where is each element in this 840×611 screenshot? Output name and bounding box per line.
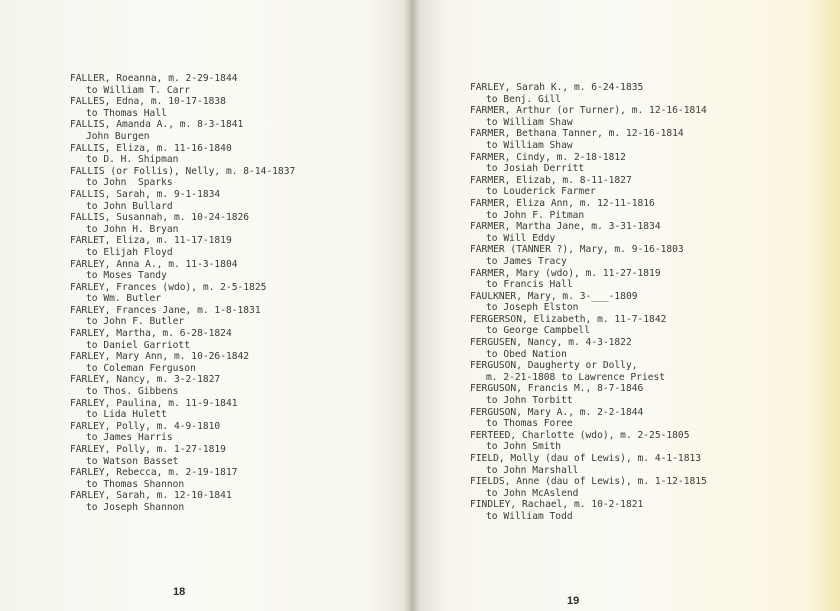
entry-bride-line: FARLEY, Frances (wdo), m. 2-5-1825: [70, 281, 267, 293]
entry-bride-line: FERGUSON, Mary A., m. 2-2-1844: [470, 406, 644, 418]
entry-bride-line: FERGUSON, Francis M., 8-7-1846: [470, 383, 644, 395]
entry-spouse-line: m. 2-21-1808 to Lawrence Priest: [486, 371, 666, 383]
entry-bride-line: FARMER, Arthur (or Turner), m. 12-16-1814: [470, 105, 707, 117]
entry-spouse-line: to Benj. Gill: [486, 93, 562, 105]
index-entry: [70, 421, 390, 444]
page-number-right: 19: [567, 595, 580, 607]
entry-bride-line: FARLEY, Paulina, m. 11-9-1841: [70, 397, 238, 409]
index-entry: [470, 198, 800, 221]
index-entry: [470, 476, 800, 499]
index-entry: [70, 119, 390, 142]
entry-spouse-line: to John F. Pitman: [486, 209, 585, 221]
entry-spouse-line: to John F. Butler: [86, 316, 185, 328]
entry-bride-line: FINDLEY, Rachael, m. 10-2-1821: [470, 499, 644, 511]
index-entry: [70, 305, 390, 328]
entry-bride-line: FALLES, Edna, m. 10-17-1838: [70, 96, 226, 108]
entry-bride-line: FALLIS, Sarah, m. 9-1-1834: [70, 188, 221, 200]
index-entry: [470, 314, 800, 337]
entry-bride-line: FARLEY, Frances Jane, m. 1-8-1831: [70, 304, 261, 316]
index-entry: [70, 444, 390, 467]
entry-bride-line: FALLIS, Eliza, m. 11-16-1840: [70, 142, 232, 154]
entry-bride-line: FARMER (TANNER ?), Mary, m. 9-16-1803: [470, 244, 684, 256]
entry-spouse-line: to Francis Hall: [486, 279, 573, 291]
entry-bride-line: FIELDS, Anne (dau of Lewis), m. 1-12-1815: [470, 476, 707, 488]
left-page: [0, 0, 412, 611]
index-entry: [470, 268, 800, 291]
entry-bride-line: FARMER, Cindy, m. 2-18-1812: [470, 151, 626, 163]
entry-spouse-line: to Moses Tandy: [86, 270, 167, 282]
entry-spouse-line: to Coleman Ferguson: [86, 362, 196, 374]
index-entry: [70, 374, 390, 397]
index-entry: [70, 328, 390, 351]
entry-bride-line: FALLIS (or Follis), Nelly, m. 8-14-1837: [70, 165, 296, 177]
entry-spouse-line: to John Bullard: [86, 200, 173, 212]
entry-bride-line: FARMER, Bethana Tanner, m. 12-16-1814: [470, 128, 684, 140]
entry-bride-line: FARLET, Eliza, m. 11-17-1819: [70, 235, 232, 247]
entry-spouse-line: to Thomas Hall: [86, 107, 167, 119]
page-number-left: 18: [173, 586, 186, 598]
index-entry: [70, 282, 390, 305]
entry-bride-line: FARMER, Eliza Ann, m. 12-11-1816: [470, 197, 655, 209]
entry-spouse-line: to D. H. Shipman: [86, 154, 179, 166]
entry-spouse-line: to John Smith: [486, 441, 562, 453]
entry-bride-line: FERTEED, Charlotte (wdo), m. 2-25-1805: [470, 429, 690, 441]
entry-bride-line: FARLEY, Sarah, m. 12-10-1841: [70, 490, 232, 502]
entry-spouse-line: to Thomas Foree: [486, 418, 573, 430]
index-entry: [470, 453, 800, 476]
entry-spouse-line: to Thos. Gibbens: [86, 386, 179, 398]
index-entry: [70, 398, 390, 421]
index-entry: [70, 467, 390, 490]
entry-bride-line: FARLEY, Nancy, m. 3-2-1827: [70, 374, 221, 386]
index-entry: [70, 235, 390, 258]
marriage-index-list-left: [70, 73, 390, 514]
entry-spouse-line: to Watson Basset: [86, 455, 179, 467]
entry-bride-line: FARLEY, Anna A., m. 11-3-1804: [70, 258, 238, 270]
index-entry: [70, 259, 390, 282]
entry-spouse-line: to Joseph Elston: [486, 302, 579, 314]
entry-spouse-line: to Will Eddy: [486, 232, 556, 244]
entry-spouse-line: to William Todd: [486, 510, 573, 522]
entry-bride-line: FARMER, Martha Jane, m. 3-31-1834: [470, 221, 661, 233]
entry-spouse-line: to James Harris: [86, 432, 173, 444]
index-entry: [70, 490, 390, 513]
entry-bride-line: FALLIS, Amanda A., m. 8-3-1841: [70, 119, 244, 131]
book-gutter: [404, 0, 420, 611]
index-entry: [70, 143, 390, 166]
entry-spouse-line: to Wm. Butler: [86, 293, 162, 305]
index-entry: [70, 96, 390, 119]
entry-bride-line: FARLEY, Polly, m. 1-27-1819: [70, 444, 226, 455]
entry-spouse-line: to John H. Bryan: [86, 223, 179, 235]
index-entry: [470, 152, 800, 175]
entry-spouse-line: to Obed Nation: [486, 348, 567, 360]
entry-spouse-line: to Josiah Derritt: [486, 163, 585, 175]
entry-bride-line: FARLEY, Rebecca, m. 2-19-1817: [70, 467, 238, 479]
index-entry: [470, 407, 800, 430]
index-entry: [470, 430, 800, 453]
entry-spouse-line: to George Campbell: [486, 325, 590, 337]
entry-bride-line: FALLER, Roeanna, m. 2-29-1844: [70, 73, 238, 84]
entry-spouse-line: to John McAslend: [486, 487, 579, 499]
index-entry: [470, 383, 800, 406]
entry-spouse-line: to Joseph Shannon: [86, 501, 185, 513]
entry-spouse-line: to Daniel Garriott: [86, 339, 190, 351]
index-entry: [470, 128, 800, 151]
index-entry: [70, 212, 390, 235]
marriage-index-list-right: [470, 82, 800, 523]
index-entry: [470, 221, 800, 244]
index-entry: [470, 337, 800, 360]
entry-bride-line: FARLEY, Polly, m. 4-9-1810: [70, 420, 221, 432]
entry-bride-line: FARMER, Elizab, m. 8-11-1827: [470, 174, 632, 186]
index-entry: [470, 175, 800, 198]
entry-bride-line: FARMER, Mary (wdo), m. 11-27-1819: [470, 267, 661, 279]
entry-spouse-line: to Lida Hulett: [86, 409, 167, 421]
entry-spouse-line: to John Marshall: [486, 464, 579, 476]
entry-spouse-line: John Burgen: [86, 130, 150, 142]
index-entry: [70, 189, 390, 212]
entry-bride-line: FARLEY, Martha, m. 6-28-1824: [70, 328, 232, 340]
entry-spouse-line: to Elijah Floyd: [86, 246, 173, 258]
index-entry: [70, 73, 390, 96]
index-entry: [470, 244, 800, 267]
entry-bride-line: FALLIS, Susannah, m. 10-24-1826: [70, 212, 250, 224]
entry-bride-line: FARLEY, Mary Ann, m. 10-26-1842: [70, 351, 250, 363]
entry-bride-line: FIELD, Molly (dau of Lewis), m. 4-1-1813: [470, 453, 702, 464]
entry-bride-line: FERGERSON, Elizabeth, m. 11-7-1842: [470, 313, 667, 325]
index-entry: [470, 82, 800, 105]
entry-bride-line: FERGUSON, Daugherty or Dolly,: [470, 360, 638, 372]
entry-bride-line: FARLEY, Sarah K., m. 6-24-1835: [470, 82, 644, 93]
entry-spouse-line: to William T. Carr: [86, 84, 190, 96]
entry-spouse-line: to Thomas Shannon: [86, 478, 185, 490]
index-entry: [70, 351, 390, 374]
entry-spouse-line: to William Shaw: [486, 139, 573, 151]
entry-spouse-line: to James Tracy: [486, 255, 567, 267]
index-entry: [470, 499, 800, 522]
index-entry: [70, 166, 390, 189]
index-entry: [470, 291, 800, 314]
index-entry: [470, 360, 800, 383]
entry-spouse-line: to John Torbitt: [486, 395, 573, 407]
entry-spouse-line: to John Sparks: [86, 177, 173, 189]
entry-bride-line: FERGUSEN, Nancy, m. 4-3-1822: [470, 337, 632, 349]
index-entry: [470, 105, 800, 128]
right-page: [412, 0, 840, 611]
entry-spouse-line: to William Shaw: [486, 116, 573, 128]
entry-bride-line: FAULKNER, Mary, m. 3-___-1809: [470, 290, 638, 302]
entry-spouse-line: to Louderick Farmer: [486, 186, 596, 198]
